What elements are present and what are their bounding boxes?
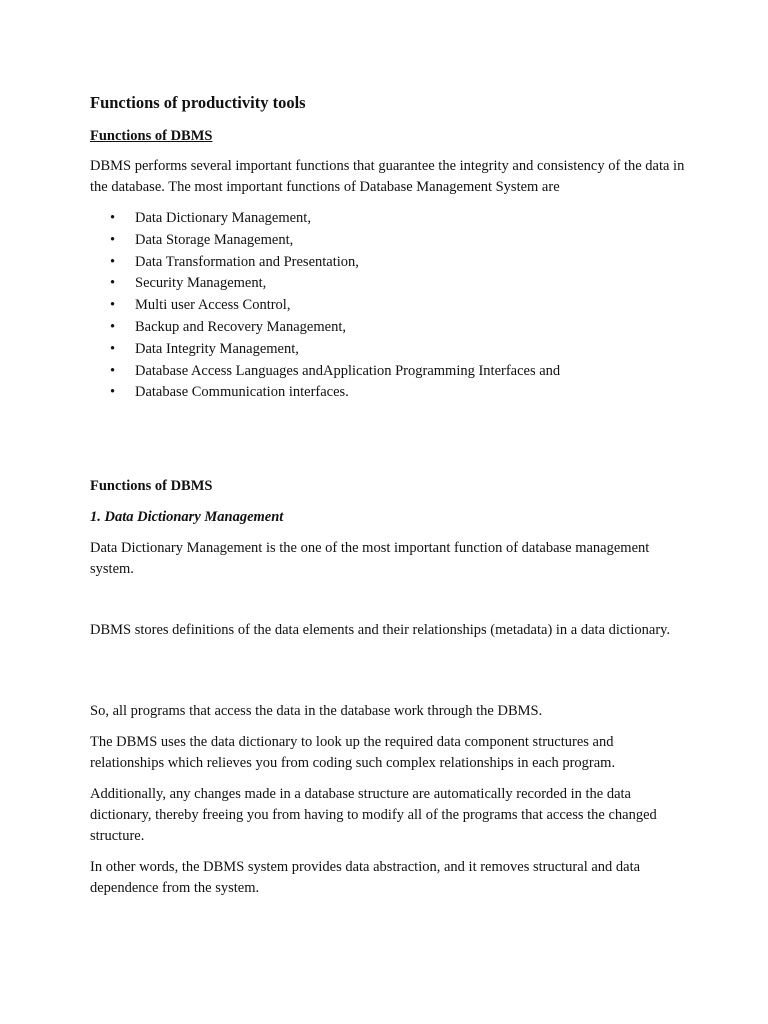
functions-list	[90, 208, 690, 404]
list-item: • Data Storage Management,	[110, 230, 690, 252]
list-item: • Database Communication interfaces.	[110, 382, 690, 404]
paragraph-4: The DBMS uses the data dictionary to look up the required data component structures and relationships which relieves you from coding such complex relationships in each program.	[90, 734, 616, 772]
list-item: • Backup and Recovery Management,	[110, 317, 690, 339]
list-item: • Database Access Languages andApplication Programming Interfaces and	[110, 361, 690, 383]
section-heading-functions-of-dbms: Functions of DBMS	[90, 128, 213, 144]
section-heading-functions-of-dbms-2: Functions of DBMS	[90, 478, 213, 495]
list-item: • Data Integrity Management,	[110, 339, 690, 361]
paragraph-5: Additionally, any changes made in a database structure are automatically recorded in the data dictionary, thereby freeing you from having to modify all of the programs that access the changed structure.	[90, 786, 657, 845]
paragraph-1: Data Dictionary Management is the one of the most important function of database management system.	[90, 540, 650, 578]
list-item: • Multi user Access Control,	[110, 295, 690, 317]
document-page	[90, 92, 690, 909]
intro-paragraph: DBMS performs several important functions that guarantee the integrity and consistency of the data in the database. The most important functions of Database Management System are	[90, 158, 685, 195]
paragraph-2: DBMS stores definitions of the data elements and their relationships (metadata) in a data dictionary.	[90, 622, 671, 639]
list-item: • Security Management,	[110, 273, 690, 295]
list-item: • Data Transformation and Presentation,	[110, 252, 690, 274]
paragraph-6: In other words, the DBMS system provides data abstraction, and it removes structural and data dependence from the system.	[90, 859, 641, 897]
subheading-data-dictionary-management: 1. Data Dictionary Management	[90, 509, 284, 526]
list-item: • Data Dictionary Management,	[110, 208, 690, 230]
document-title: Functions of productivity tools	[90, 93, 306, 112]
paragraph-3: So, all programs that access the data in the database work through the DBMS.	[90, 703, 543, 720]
